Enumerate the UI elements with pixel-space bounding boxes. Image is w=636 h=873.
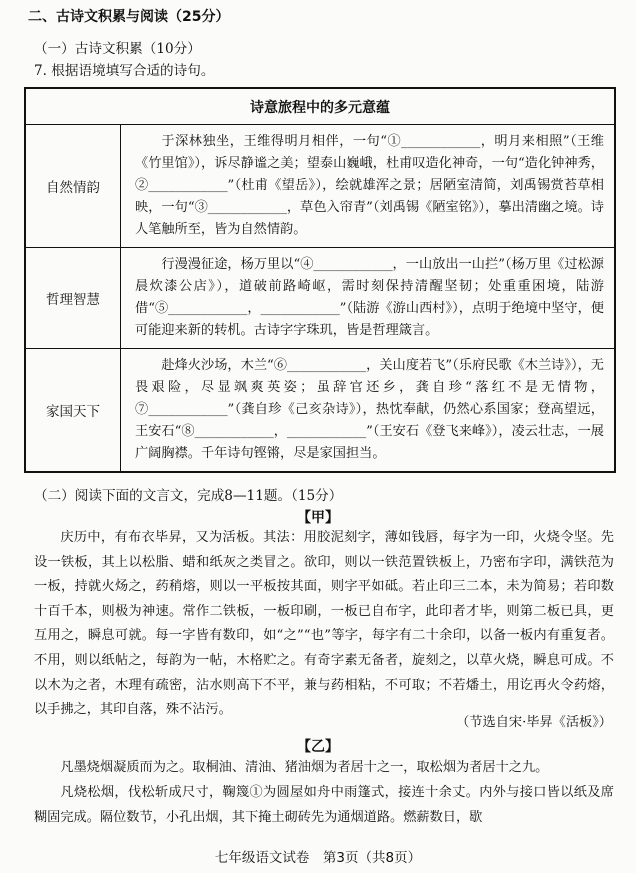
row-text: 赴烽火沙场，木兰“⑥____________，关山度若飞”（乐府民歌《木兰诗》），无畏艰险，尽显飒爽英姿；虽辞官还乡，龚自珍“落红不是无情物，⑦____________”（龚自珍《己亥杂诗》），热忱奉献，仍然心系国家；登高望远，王安石“⑧____________，____________”（王安石《登飞来峰》），凌云壮志，一展广阔胸襟。千年诗句铿锵，尽是家国担当。 — [135, 358, 604, 461]
row-category: 哲理智慧 — [25, 248, 121, 349]
row-text: 于深林独坐，王维得明月相伴，一句“①____________，明月来相照”（王维《竹里馆》），诉尽静谧之美；望泰山巍峨，杜甫叹造化神奇，一句“造化钟神秀，②____________”（杜甫《望岳》），绘就雄浑之景；居陋室清简，刘禹锡赏苔草相映，一句“③____________，草色入帘青”（刘禹锡《陋室铭》），摹出清幽之境。诗人笔触所至，皆为自然情韵。 — [135, 134, 604, 237]
table-title: 诗意旅程中的多元意蕴 — [25, 88, 615, 125]
question-7-prompt: 7. 根据语境填写合适的诗句。 — [34, 63, 215, 79]
passage-jia-source: （节选自宋·毕昇《活板》） — [456, 715, 612, 730]
subsection-title-2: （二）阅读下面的文言文，完成8—11题。（15分） — [34, 488, 343, 504]
section-title: 二、古诗文积累与阅读（25分） — [28, 9, 230, 25]
passage-yi-paragraph-1: 凡墨烧烟凝质而为之。取桐油、清油、猪油烟为者居十之一，取松烟为者居十之九。 — [60, 760, 549, 775]
passage-jia-text: 庆历中，有布衣毕昇，又为活板。其法：用胶泥刻字，薄如钱唇，每字为一印，火烧令坚。先设一铁板，其上以松脂、蜡和纸灰之类冒之。欲印，则以一铁范置铁板上，乃密布字印，满铁范为一板，持就火炀之，药稍熔，则以一平板按其面，则字平如砥。若止印三二本，未为简易；若印数十百千本，则极为神速。常作二铁板，一板印刷，一板已自布字，此印者才毕，则第二板已具，更互用之，瞬息可就。每一字皆有数印，如“之”“也”等字，每字有二十余印，以备一板内有重复者。不用，则以纸帖之，每韵为一帖，木格贮之。有奇字素无备者，旋刻之，以草火烧，瞬息可成。不以木为之者，木理有疏密，沾水则高下不平，兼与药相粘，不可取；不若燔土，用讫再火令药熔，以手拂之，其印自落，殊不沾污。 — [34, 530, 614, 718]
passage-yi-paragraph-2: 凡烧松烟，伐松斩成尺寸，鞠篾①为圆屋如舟中雨篷式，接连十余丈。内外与接口皆以纸及席糊固完成。隔位数节，小孔出烟，其下掩土砌砖先为通烟道路。燃薪数日，歇 — [34, 785, 614, 825]
passage-yi-title: 【乙】 — [297, 739, 339, 755]
passage-jia-title: 【甲】 — [297, 510, 339, 526]
subsection-title-1: （一）古诗文积累（10分） — [34, 41, 201, 57]
table-row — [25, 248, 615, 349]
table-row — [25, 125, 615, 248]
row-category: 家国天下 — [25, 349, 121, 473]
page-footer: 七年级语文试卷 第3页（共8页） — [214, 850, 422, 866]
row-category: 自然情韵 — [25, 125, 121, 248]
table-row — [25, 349, 615, 473]
row-text: 行漫漫征途，杨万里以“④____________，一山放出一山拦”（杨万里《过松源晨炊漆公店》），道破前路崎岖，需时刻保持清醒坚韧；处重重困境，陆游借“⑤____________，____________”（陆游《游山西村》），点明于绝境中坚守，便可能迎来新的转机。古诗字字珠玑，皆是哲理箴言。 — [135, 257, 604, 338]
poem-table — [24, 87, 616, 473]
